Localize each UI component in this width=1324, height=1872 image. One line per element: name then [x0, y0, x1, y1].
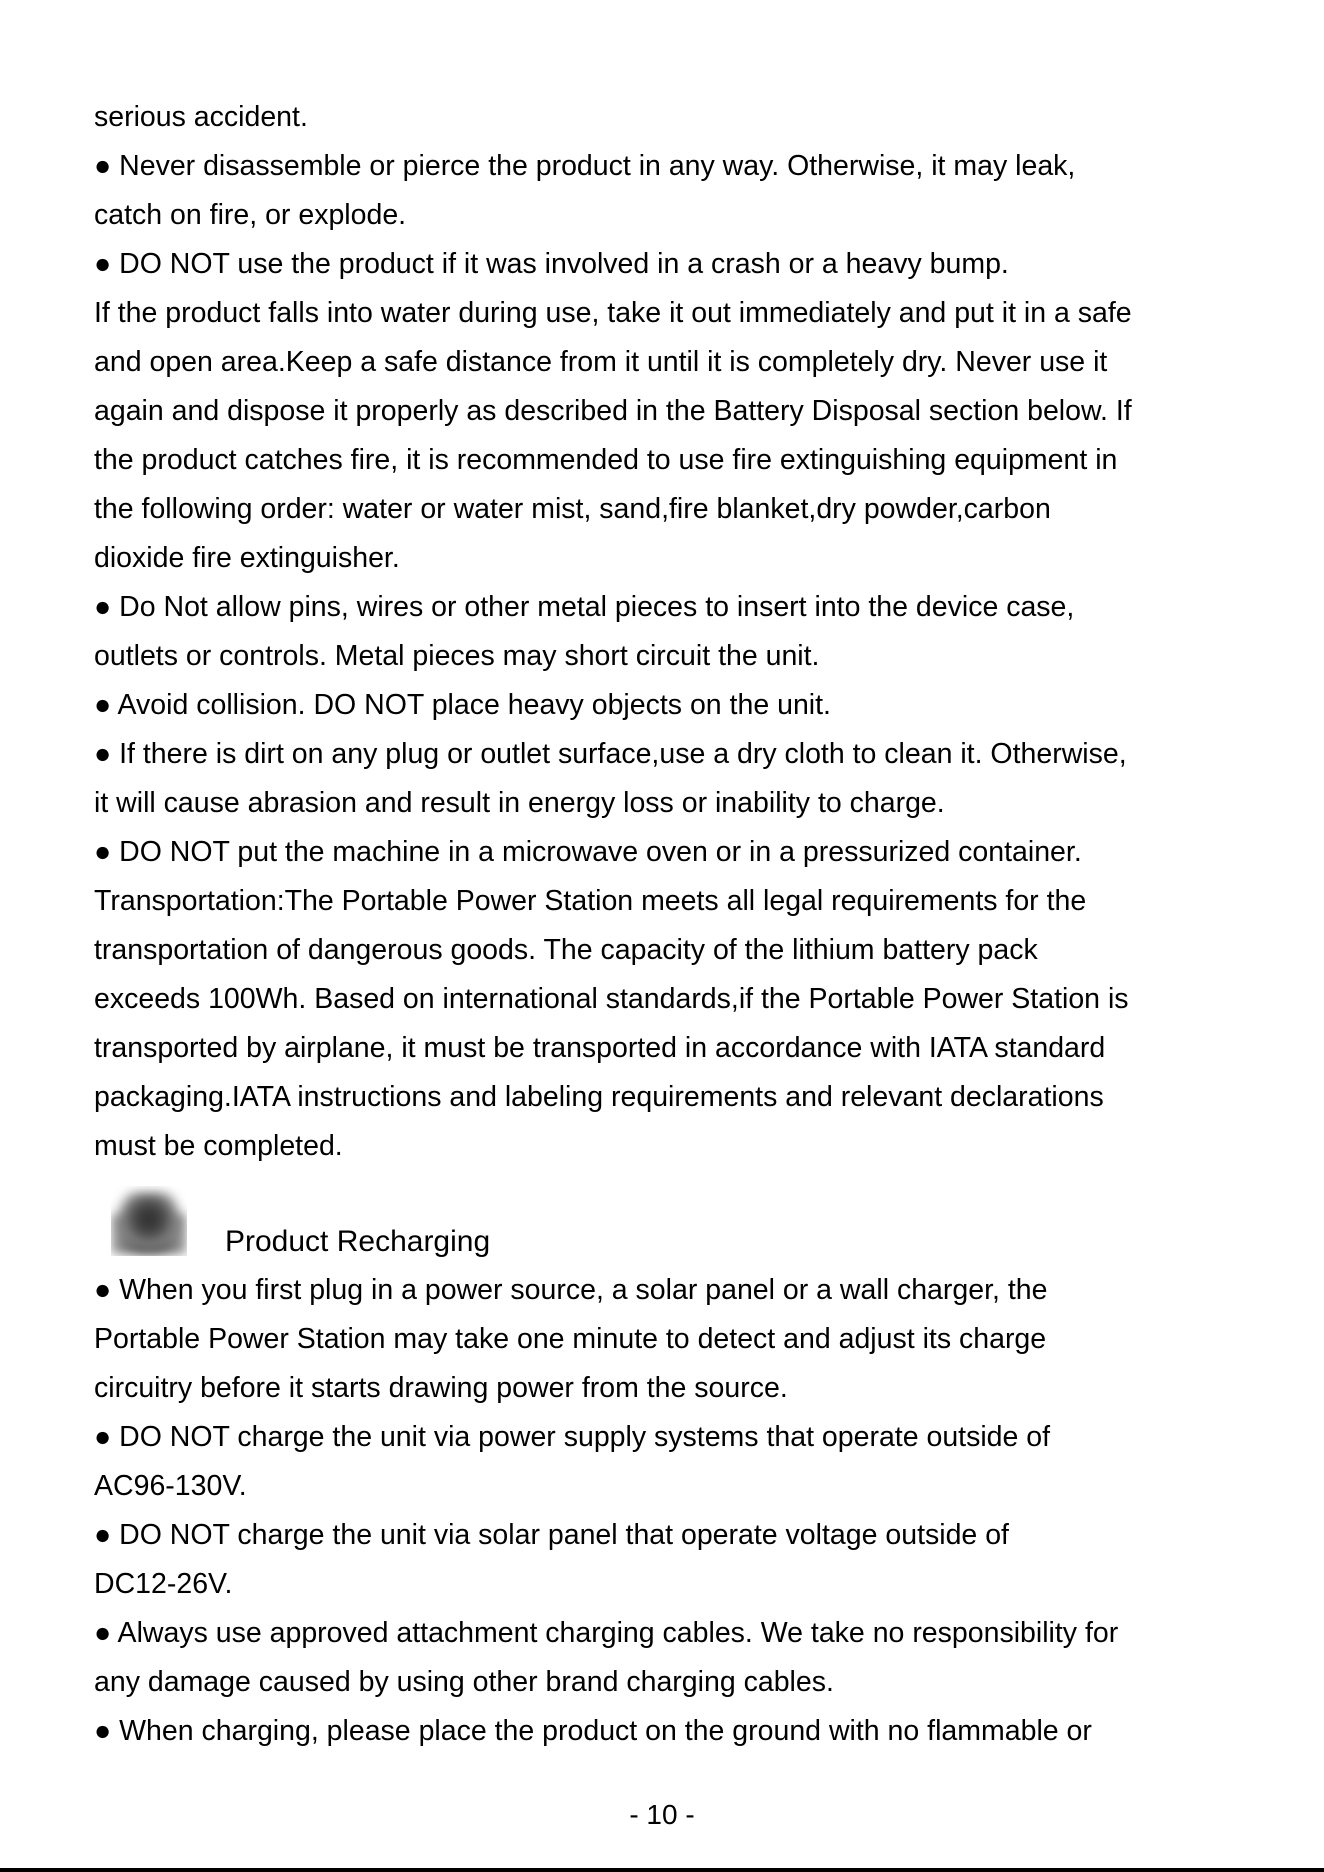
text-line: ● Never disassemble or pierce the product in any way. Otherwise, it may leak, — [94, 150, 1076, 182]
text-line: serious accident. — [94, 101, 308, 133]
text-line: the following order: water or water mist, sand,fire blanket,dry powder,carbon — [94, 493, 1051, 525]
page-number: - 10 - — [629, 1799, 695, 1830]
text-line: ● When you first plug in a power source, a solar panel or a wall charger, the — [94, 1274, 1048, 1306]
text-line: again and dispose it properly as described in the Battery Disposal section below. If — [94, 395, 1132, 427]
text-line: transportation of dangerous goods. The capacity of the lithium battery pack — [94, 934, 1038, 966]
text-line: ● When charging, please place the product on the ground with no flammable or — [94, 1715, 1092, 1747]
text-line: DC12-26V. — [94, 1568, 233, 1600]
text-line: outlets or controls. Metal pieces may short circuit the unit. — [94, 640, 820, 672]
charging-icon-shape — [119, 1192, 179, 1252]
text-line: circuitry before it starts drawing power from the source. — [94, 1372, 788, 1404]
text-line: catch on fire, or explode. — [94, 199, 407, 231]
text-line: Portable Power Station may take one minute to detect and adjust its charge — [94, 1323, 1047, 1355]
section-heading: Product Recharging — [225, 1225, 491, 1258]
bottom-rule — [0, 1868, 1324, 1872]
text-line: ● DO NOT charge the unit via power supply systems that operate outside of — [94, 1421, 1051, 1453]
text-line: dioxide fire extinguisher. — [94, 542, 400, 574]
text-line: If the product falls into water during use, take it out immediately and put it in a safe — [94, 297, 1132, 329]
text-line: any damage caused by using other brand charging cables. — [94, 1666, 834, 1698]
text-line: transported by airplane, it must be transported in accordance with IATA standard — [94, 1032, 1106, 1064]
text-line: ● Avoid collision. DO NOT place heavy objects on the unit. — [94, 689, 831, 721]
text-line: the product catches fire, it is recommended to use fire extinguishing equipment in — [94, 444, 1118, 476]
text-line: ● DO NOT use the product if it was involved in a crash or a heavy bump. — [94, 248, 1009, 280]
text-line: ● Always use approved attachment charging cables. We take no responsibility for — [94, 1617, 1119, 1649]
text-line: AC96-130V. — [94, 1470, 247, 1502]
text-line: exceeds 100Wh. Based on international standards,if the Portable Power Station is — [94, 983, 1129, 1015]
text-line: it will cause abrasion and result in energy loss or inability to charge. — [94, 787, 945, 819]
text-line: ● DO NOT put the machine in a microwave oven or in a pressurized container. — [94, 836, 1082, 868]
text-line: ● DO NOT charge the unit via solar panel that operate voltage outside of — [94, 1519, 1009, 1551]
charging-icon — [111, 1186, 187, 1256]
text-line: Transportation:The Portable Power Station meets all legal requirements for the — [94, 885, 1087, 917]
text-line: ● If there is dirt on any plug or outlet surface,use a dry cloth to clean it. Otherwise, — [94, 738, 1127, 770]
text-line: and open area.Keep a safe distance from it until it is completely dry. Never use it — [94, 346, 1108, 378]
text-line: ● Do Not allow pins, wires or other metal pieces to insert into the device case, — [94, 591, 1075, 623]
text-line: must be completed. — [94, 1130, 343, 1162]
text-line: packaging.IATA instructions and labeling requirements and relevant declarations — [94, 1081, 1104, 1113]
